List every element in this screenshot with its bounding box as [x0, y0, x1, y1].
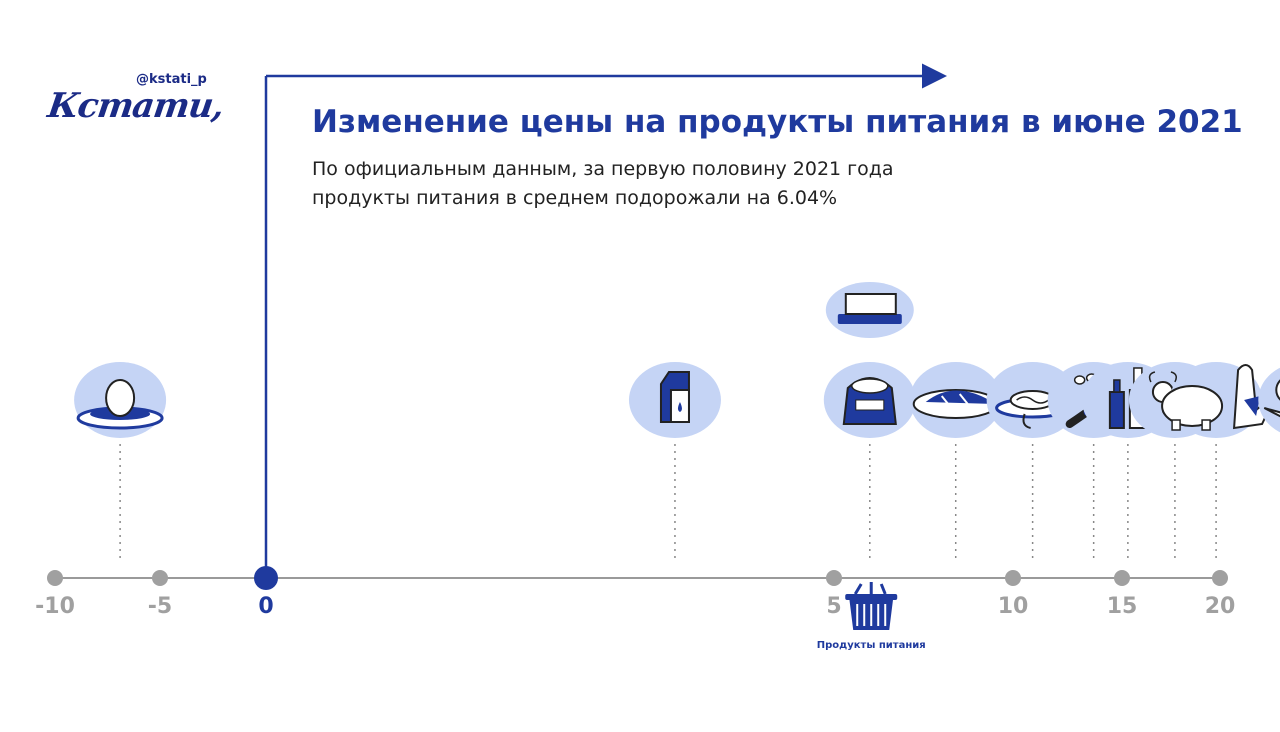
x-tick-label: 5 [826, 594, 842, 619]
basket-marker [845, 582, 897, 630]
brand-logo: Кстати, [45, 86, 226, 126]
brand-handle: @kstati_p [136, 72, 207, 87]
milk-carton-icon [629, 362, 721, 560]
x-tick-dot [152, 570, 168, 586]
vegetables-icon [1258, 362, 1280, 560]
x-tick-label: 15 [1106, 594, 1138, 619]
basket-label: Продукты питания [816, 640, 926, 651]
x-tick-label: 0 [258, 594, 274, 619]
x-tick-dot [254, 566, 278, 590]
x-tick-dot [1212, 570, 1228, 586]
x-tick-label: 10 [997, 594, 1029, 619]
chart-subtitle-line-1: По официальным данным, за первую половину 2021 года [312, 158, 894, 180]
x-tick-label: -10 [35, 594, 75, 619]
basket-icon [845, 582, 897, 630]
butter-icon [826, 282, 914, 338]
x-tick-label: -5 [147, 594, 173, 619]
egg-icon [74, 362, 166, 560]
chart-subtitle-line-2: продукты питания в среднем подорожали на 6.04% [312, 187, 838, 209]
x-tick-dot [47, 570, 63, 586]
x-tick-dot [1114, 570, 1130, 586]
x-tick-label: 20 [1204, 594, 1236, 619]
x-axis [35, 76, 1235, 619]
x-tick-dot [1005, 570, 1021, 586]
sugar-sack-icon [824, 362, 916, 560]
x-tick-dot [826, 570, 842, 586]
chart-title: Изменение цены на продукты питания в июне 2021 [312, 104, 1243, 140]
meat-icon [1162, 362, 1276, 560]
points-layer [74, 282, 1280, 560]
icon-blob [1258, 362, 1280, 438]
